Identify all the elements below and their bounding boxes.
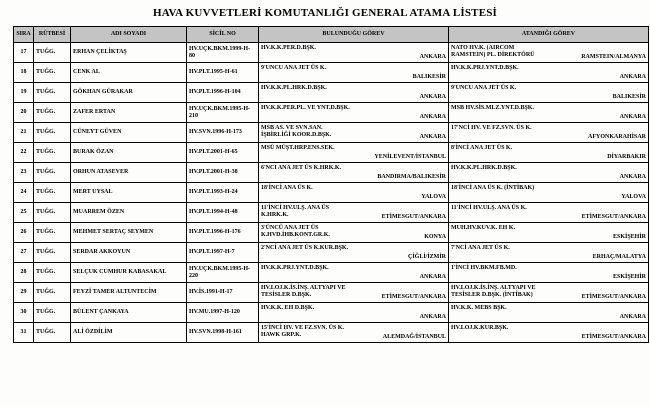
bulundugu-gorev-text: HV.K.K.PRJ.YNT.D.BŞK. xyxy=(261,265,329,271)
bulundugu-gorev-yer: ANKARA xyxy=(419,114,446,121)
cell-sicil-no: HV.SVN.1998-H-161 xyxy=(187,323,259,343)
cell-rutbesi: TUĞG. xyxy=(34,83,71,103)
cell-sira: 22 xyxy=(14,143,34,163)
bulundugu-gorev-yer: ANKARA xyxy=(419,54,446,61)
cell-sicil-no: HV.PLT.2001-H-65 xyxy=(187,143,259,163)
atandigi-gorev-yer: ESKİŞEHİR xyxy=(612,274,646,281)
atandigi-gorev-yer: ETİMESGUT/ANKARA xyxy=(581,334,646,341)
cell-bulundugu-gorev xyxy=(259,263,449,283)
cell-sicil-no: HV.PLT.1996-H-176 xyxy=(187,223,259,243)
cell-adi-soyadi: BÜLENT ÇANKAYA xyxy=(71,303,187,323)
atandigi-gorev-yer: ETİMESGUT/ANKARA xyxy=(581,294,646,301)
cell-rutbesi: TUĞG. xyxy=(34,43,71,63)
atandigi-gorev-text: 17'NCİ HV. VE FZ.SVN. ÜS K. xyxy=(451,125,532,131)
bulundugu-gorev-yer: YENİLEVENT/İSTANBUL xyxy=(374,154,446,161)
atandigi-gorev-text: HV.LOJ.K.KUR.BŞK. xyxy=(451,325,509,331)
cell-sira: 28 xyxy=(14,263,34,283)
atandigi-gorev-text: 11'İNCİ HV.ULŞ. ANA ÜS K. xyxy=(451,205,527,211)
atandigi-gorev-text: 1'İNCİ HV.BKM.FB.MD. xyxy=(451,265,517,271)
table-row xyxy=(14,43,649,63)
atandigi-gorev-text: NATO HV.K. (AIRCOM RAMSTEIN) PL. DİREKTÖRÜ xyxy=(451,45,535,58)
cell-bulundugu-gorev xyxy=(259,43,449,63)
cell-atandigi-gorev xyxy=(449,263,649,283)
bulundugu-gorev-yer: ALEMDAĞ/İSTANBUL xyxy=(382,334,446,341)
cell-bulundugu-gorev xyxy=(259,203,449,223)
cell-sicil-no: HV.İS.1991-H-17 xyxy=(187,283,259,303)
cell-adi-soyadi: GÖKHAN GÜRAKAR xyxy=(71,83,187,103)
bulundugu-gorev-yer: ANKARA xyxy=(419,94,446,101)
atandigi-gorev-yer: ANKARA xyxy=(619,314,646,321)
cell-adi-soyadi: CENK AL xyxy=(71,63,187,83)
cell-sicil-no: HV.PLT.1995-H-61 xyxy=(187,63,259,83)
atandigi-gorev-text: HV.K.K.PRJ.YNT.D.BŞK. xyxy=(451,65,519,71)
atandigi-gorev-yer: BALIKESİR xyxy=(612,94,646,101)
table-row xyxy=(14,183,649,203)
table-row xyxy=(14,303,649,323)
bulundugu-gorev-text: 6'NCI ANA JET ÜS K.HRK.K. xyxy=(261,165,342,171)
cell-sicil-no: HV.PLT.2001-H-38 xyxy=(187,163,259,183)
cell-sira: 17 xyxy=(14,43,34,63)
atandigi-gorev-yer: AFYONKARAHİSAR xyxy=(587,134,646,141)
cell-atandigi-gorev xyxy=(449,283,649,303)
cell-atandigi-gorev xyxy=(449,223,649,243)
bulundugu-gorev-text: 3'ÜNCÜ ANA JET ÜS K.HVD.İHB.KONT.GR.K. xyxy=(261,225,330,238)
cell-bulundugu-gorev xyxy=(259,323,449,343)
header-row xyxy=(14,27,649,43)
bulundugu-gorev-yer: BANDIRMA/BALIKESİR xyxy=(377,174,446,181)
bulundugu-gorev-yer: ETİMESGUT/ANKARA xyxy=(381,214,446,221)
cell-atandigi-gorev xyxy=(449,63,649,83)
bulundugu-gorev-text: MSÜ MÜŞT.HRP.ENS.SEK. xyxy=(261,145,335,151)
cell-bulundugu-gorev xyxy=(259,103,449,123)
cell-rutbesi: TUĞG. xyxy=(34,163,71,183)
bulundugu-gorev-text: HV.K.K. EH D.BŞK. xyxy=(261,305,315,311)
cell-sira: 23 xyxy=(14,163,34,183)
atandigi-gorev-text: HV.K.K. MEBS BŞK. xyxy=(451,305,507,311)
cell-rutbesi: TUĞG. xyxy=(34,103,71,123)
atandigi-gorev-text: 8'İNCİ ANA JET ÜS K. xyxy=(451,145,513,151)
cell-adi-soyadi: ZAFER ERTAN xyxy=(71,103,187,123)
cell-sicil-no: HV.PLT.1994-H-48 xyxy=(187,203,259,223)
cell-atandigi-gorev xyxy=(449,43,649,63)
table-row xyxy=(14,263,649,283)
cell-sira: 27 xyxy=(14,243,34,263)
cell-bulundugu-gorev xyxy=(259,223,449,243)
cell-adi-soyadi: ALİ ÖZDİLİM xyxy=(71,323,187,343)
cell-sicil-no: HV.PLT.1996-H-104 xyxy=(187,83,259,103)
cell-bulundugu-gorev xyxy=(259,123,449,143)
atandigi-gorev-text: HV.K.K.PL.HRK.D.BŞK. xyxy=(451,165,517,171)
cell-adi-soyadi: ERHAN ÇELİKTAŞ xyxy=(71,43,187,63)
cell-atandigi-gorev xyxy=(449,323,649,343)
bulundugu-gorev-text: 15'İNCİ HV. VE FZ.SVN. ÜS K. HAWK GRP.K. xyxy=(261,325,344,338)
cell-atandigi-gorev xyxy=(449,183,649,203)
cell-bulundugu-gorev xyxy=(259,163,449,183)
cell-bulundugu-gorev xyxy=(259,63,449,83)
cell-atandigi-gorev xyxy=(449,123,649,143)
atandigi-gorev-yer: ETİMESGUT/ANKARA xyxy=(581,214,646,221)
atandigi-gorev-yer: DİYARBAKIR xyxy=(607,154,646,161)
cell-sira: 31 xyxy=(14,323,34,343)
atandigi-gorev-yer: RAMSTEIN/ALMANYA xyxy=(581,54,646,61)
cell-rutbesi: TUĞG. xyxy=(34,143,71,163)
assignment-table xyxy=(13,26,649,343)
cell-atandigi-gorev xyxy=(449,243,649,263)
cell-sicil-no: HV.PLT.1993-H-24 xyxy=(187,183,259,203)
atandigi-gorev-yer: ANKARA xyxy=(619,74,646,81)
cell-atandigi-gorev xyxy=(449,303,649,323)
bulundugu-gorev-yer: ANKARA xyxy=(419,314,446,321)
cell-sira: 19 xyxy=(14,83,34,103)
cell-sicil-no: HV.UÇK.BKM.1995-H-220 xyxy=(187,263,259,283)
cell-rutbesi: TUĞG. xyxy=(34,223,71,243)
cell-adi-soyadi: FEYZİ TAMER ALTUNTECİM xyxy=(71,283,187,303)
cell-rutbesi: TUĞG. xyxy=(34,63,71,83)
col-header-rutbesi: RÜTBESİ xyxy=(34,27,71,43)
bulundugu-gorev-yer: ETİMESGUT/ANKARA xyxy=(381,294,446,301)
cell-adi-soyadi: BURAK ÖZAN xyxy=(71,143,187,163)
cell-sira: 30 xyxy=(14,303,34,323)
table-row xyxy=(14,63,649,83)
bulundugu-gorev-text: 18'İNCİ ANA ÜS K. xyxy=(261,185,313,191)
atandigi-gorev-yer: ANKARA xyxy=(619,114,646,121)
table-row xyxy=(14,203,649,223)
cell-adi-soyadi: MEHMET SERTAÇ SEYMEN xyxy=(71,223,187,243)
cell-adi-soyadi: ORHUN ATASEVER xyxy=(71,163,187,183)
bulundugu-gorev-text: MSB AS. VE SVN.SAN. İŞBİRLİĞİ KOOR.D.BŞK. xyxy=(261,125,332,138)
cell-rutbesi: TUĞG. xyxy=(34,123,71,143)
cell-bulundugu-gorev xyxy=(259,283,449,303)
atandigi-gorev-yer: ANKARA xyxy=(619,174,646,181)
atandigi-gorev-text: 7'NCİ ANA JET ÜS K. xyxy=(451,245,510,251)
cell-atandigi-gorev xyxy=(449,143,649,163)
cell-rutbesi: TUĞG. xyxy=(34,203,71,223)
atandigi-gorev-text: 18'İNCİ ANA ÜS K. (İNTİBAK) xyxy=(451,185,535,191)
table-row xyxy=(14,123,649,143)
cell-sira: 24 xyxy=(14,183,34,203)
atandigi-gorev-yer: ERHAÇ/MALATYA xyxy=(592,254,646,261)
atandigi-gorev-text: MSB HV.SİS.MLZ.YNT.D.BŞK. xyxy=(451,105,534,111)
cell-rutbesi: TUĞG. xyxy=(34,323,71,343)
bulundugu-gorev-text: HV.K.K.PL.HRK.D.BŞK. xyxy=(261,85,327,91)
table-row xyxy=(14,283,649,303)
bulundugu-gorev-text: HV.K.K.PER.D.BŞK. xyxy=(261,45,316,51)
bulundugu-gorev-text: HV.LOJ.K.İS.İNŞ. ALTYAPI VE TESİSLER D.BŞK. xyxy=(261,285,346,298)
table-row xyxy=(14,243,649,263)
page-title: HAVA KUVVETLERİ KOMUTANLIĞI GENERAL ATAMA LİSTESİ xyxy=(152,7,498,19)
cell-adi-soyadi: MERT UYSAL xyxy=(71,183,187,203)
table-body xyxy=(14,43,649,343)
atandigi-gorev-yer: ESKİŞEHİR xyxy=(612,234,646,241)
cell-atandigi-gorev xyxy=(449,83,649,103)
cell-adi-soyadi: MUARREM ÖZEN xyxy=(71,203,187,223)
col-header-sira: SIRA xyxy=(14,27,34,43)
table-row xyxy=(14,103,649,123)
cell-sira: 25 xyxy=(14,203,34,223)
table-row xyxy=(14,143,649,163)
atandigi-gorev-text: HV.LOJ.K.İS.İNŞ. ALTYAPI VE TESİSLER D.BŞK. (İNTİBAK) xyxy=(451,285,536,298)
bulundugu-gorev-yer: BALIKESİR xyxy=(412,74,446,81)
bulundugu-gorev-yer: KONYA xyxy=(424,234,446,241)
bulundugu-gorev-yer: ANKARA xyxy=(419,274,446,281)
cell-sira: 18 xyxy=(14,63,34,83)
col-header-adi-soyadi: ADI SOYADI xyxy=(71,27,187,43)
cell-sicil-no: HV.UÇK.BKM.1995-H-210 xyxy=(187,103,259,123)
cell-atandigi-gorev xyxy=(449,203,649,223)
cell-sicil-no: HV.MU.1997-H-120 xyxy=(187,303,259,323)
cell-bulundugu-gorev xyxy=(259,303,449,323)
cell-rutbesi: TUĞG. xyxy=(34,303,71,323)
col-header-bulundugu-gorev: BULUNDUĞU GÖREV xyxy=(259,27,449,43)
cell-rutbesi: TUĞG. xyxy=(34,263,71,283)
table-row xyxy=(14,163,649,183)
table-row xyxy=(14,323,649,343)
cell-rutbesi: TUĞG. xyxy=(34,183,71,203)
cell-bulundugu-gorev xyxy=(259,143,449,163)
col-header-atandigi-gorev: ATANDIĞI GÖREV xyxy=(449,27,649,43)
atandigi-gorev-text: 9'UNCU ANA JET ÜS K. xyxy=(451,85,517,91)
col-header-sicil-no: SİCİL NO xyxy=(187,27,259,43)
bulundugu-gorev-yer: ÇİĞLİ/İZMİR xyxy=(407,254,446,261)
cell-sicil-no: HV.PLT.1997-H-7 xyxy=(187,243,259,263)
bulundugu-gorev-yer: ANKARA xyxy=(419,134,446,141)
cell-adi-soyadi: CÜNEYT GÜVEN xyxy=(71,123,187,143)
cell-sira: 20 xyxy=(14,103,34,123)
cell-atandigi-gorev xyxy=(449,163,649,183)
bulundugu-gorev-text: 2'NCİ ANA JET ÜS K.KUR.BŞK. xyxy=(261,245,349,251)
cell-sira: 26 xyxy=(14,223,34,243)
cell-rutbesi: TUĞG. xyxy=(34,243,71,263)
table-row xyxy=(14,223,649,243)
table-row xyxy=(14,83,649,103)
cell-sira: 29 xyxy=(14,283,34,303)
cell-sicil-no: HV.UÇK.BKM.1999-H-80 xyxy=(187,43,259,63)
cell-adi-soyadi: SELÇUK CUMHUR KABASAKAL xyxy=(71,263,187,283)
cell-atandigi-gorev xyxy=(449,103,649,123)
bulundugu-gorev-text: 9'UNCU ANA JET ÜS K. xyxy=(261,65,327,71)
cell-bulundugu-gorev xyxy=(259,83,449,103)
atandigi-gorev-yer: YALOVA xyxy=(621,194,646,201)
cell-bulundugu-gorev xyxy=(259,243,449,263)
cell-rutbesi: TUĞG. xyxy=(34,283,71,303)
cell-bulundugu-gorev xyxy=(259,183,449,203)
bulundugu-gorev-yer: YALOVA xyxy=(421,194,446,201)
atandigi-gorev-text: MUH.HV.KUV.K. EH K. xyxy=(451,225,515,231)
bulundugu-gorev-text: 11'İNCİ HV.ULŞ. ANA ÜS K.HRK.K. xyxy=(261,205,330,218)
cell-sira: 21 xyxy=(14,123,34,143)
cell-sicil-no: HV.SVN.1996-H-173 xyxy=(187,123,259,143)
cell-adi-soyadi: SERDAR AKKOYUN xyxy=(71,243,187,263)
bulundugu-gorev-text: HV.K.K.PER.PL. VE YNT.D.BŞK. xyxy=(261,105,350,111)
